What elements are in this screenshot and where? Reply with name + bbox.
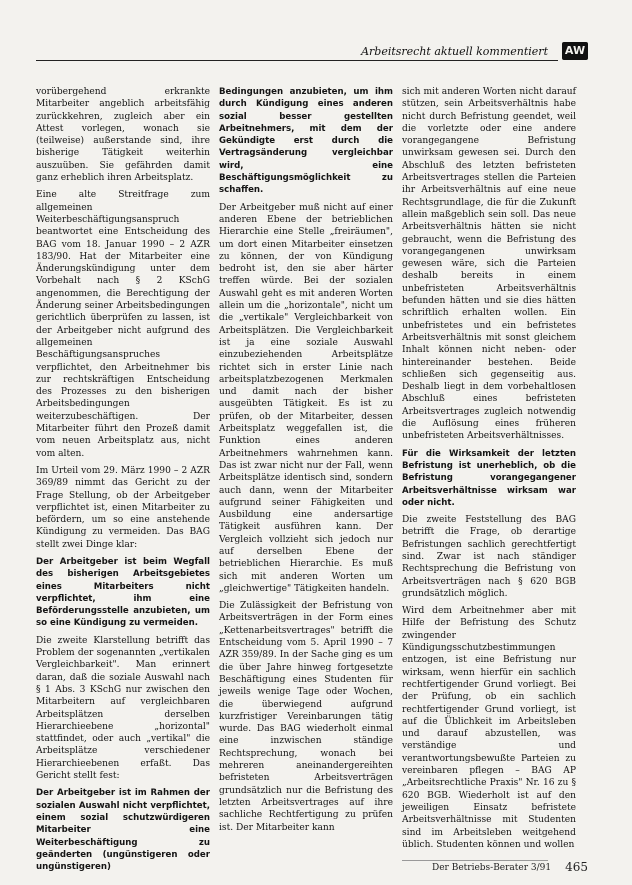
text-column-3 [402,86,576,850]
bold-paragraph: Der Arbeitgeber ist im Rahmen der sozialen Auswahl nicht verpflichtet, einem sozial schutzwürdigeren Mitarbeiter eine Weiterbeschäftigung zu geänderten (ungünstigeren oder ungünstigeren) [36,788,210,873]
running-header [36,42,588,64]
text-column-2 [219,86,393,846]
paragraph: Wird dem Arbeitnehmer aber mit Hilfe der Befristung des Schutz zwingender Kündigungsschutzbestimmungen entzogen, ist eine Befristung nur wirksam, wenn hierfür ein sachlich rechtfertigender Grund vorliegt. Bei der Prüfung, ob ein sachlich rechtfertigender Grund vorliegt, ist auf die Üblichkeit im Arbeitsleben und darauf abzustellen, was verständige und verantwortungsbewußte Parteien zu vereinbaren pflegen – BAG AP „Arbeitsrechtliche Praxis" Nr. 16 zu § 620 BGB. Wiederholt ist auf den jeweiligen Einsatz befristete Arbeitsverhältnisse mit Studenten sind im Arbeitsleben weitgehend üblich. Studenten können und wollen [402,606,576,850]
footer-rule [402,860,548,861]
footer-source: Der Betriebs-Berater 3/91 [432,863,552,873]
paragraph: vorübergehend erkrankte Mitarbeiter angeblich arbeitsfähig zurückkehren, zugleich aber ein Attest vorlegen, wonach sie (teilweise) außerstande sind, ihre bisherige Tätigkeit weiterhin auszuüben. Sie gefährden damit ganz erheblich ihren Arbeitsplatz. [36,87,210,184]
page-number: 465 [565,860,588,874]
header-title: Arbeitsrecht aktuell kommentiert [361,45,548,58]
bold-paragraph: Für die Wirksamkeit der letzten Befristung ist unerheblich, ob die Befristung vorangegangener Arbeitsverhältnisse wirksam war oder nicht. [402,448,576,508]
paragraph: Eine alte Streitfrage zum allgemeinen Weiterbeschäftigungsanspruch beantwortet eine Entscheidung des BAG vom 18. Januar 1990 – 2 AZR 183/90. Hat der Mitarbeiter eine Änderungskündigung unter dem Vorbehalt nach § 2 KSchG angenommen, die Berechtigung der Änderung seiner Arbeitsbedingungen gerichtlich überprüfen zu lassen, ist der Arbeitgeber nicht aufgrund des allgemeinen Beschäftigungsanspruches verpflichtet, den Arbeitnehmer bis zur rechtskräftigen Entscheidung des Prozesses zu den bisherigen Arbeitsbedingungen weiterzubeschäftigen. Der Mitarbeiter führt den Prozeß damit vom neuen Arbeitsplatz aus, nicht vom alten. [36,190,210,459]
paragraph: Die Zulässigkeit der Befristung von Arbeitsverträgen in der Form eines „Kettenarbeitsvertrages" betrifft die Entscheidung vom 5. April 1990 – 7 AZR 359/89. In der Sache ging es um die über Jahre hinweg fortgesetzte Beschäftigung eines Studenten für jeweils wenige Tage oder Wochen, die überwiegend aufgrund kurzfristiger Vereinbarungen tätig wurde. Das BAG wiederholt einmal eine inzwischen ständige Rechtsprechung, wonach bei mehreren aneinandergereihten befristeten Arbeitsverträgen grundsätzlich nur die Befristung des letzten Arbeitsvertrages auf ihre sachliche Rechtfertigung zu prüfen ist. Der Mitarbeiter kann [219,601,393,833]
header-rule [36,60,558,61]
paragraph: Die zweite Klarstellung betrifft das Problem der sogenannten „vertikalen Vergleichbarkeit". Man erinnert daran, daß die soziale Auswahl nach § 1 Abs. 3 KSchG nur zwischen den Mitarbeitern auf vergleichbaren Arbeitsplätzen derselben Hierarchieebene „horizontal" stattfindet, oder auch „vertikal" die Arbeitsplätze verschiedener Hierarchieebenen erfaßt. Das Gericht stellt fest: [36,635,210,782]
paragraph: Der Arbeitgeber muß nicht auf einer anderen Ebene der betrieblichen Hierarchie eine Stelle „freiräumen", um dort einen Mitarbeiter einsetzen zu können, der von Kündigung bedroht ist, den sie aber härter treffen würde. Bei der sozialen Auswahl geht es mit anderen Worten allein um die „horizontale", nicht um die „vertikale" Vergleichbarkeit von Arbeitsplätzen. Die Vergleichbarkeit ist ja eine soziale Auswahl einzubeziehenden Arbeitsplätze richtet sich in erster Linie nach arbeitsplatzbezogenen Merkmalen und damit nach der bisher ausgeübten Tätigkeit. Es ist zu prüfen, ob der Mitarbeiter, dessen Arbeitsplatz weggefallen ist, die Funktion eines anderen Arbeitnehmers wahrnehmen kann. Das ist zwar nicht nur der Fall, wenn Arbeitsplätze identisch sind, sondern auch dann, wenn der Mitarbeiter aufgrund seiner Fähigkeiten und Ausbildung eine andersartige Tätigkeit ausführen kann. Der Vergleich vollzieht sich jedoch nur auf derselben Ebene der betrieblichen Hierarchie. Es muß sich mit anderen Worten um „gleichwertige" Tätigkeiten handeln. [219,202,393,594]
text-column-1 [36,86,210,873]
bold-paragraph: Der Arbeitgeber ist beim Wegfall des bisherigen Arbeitsgebietes eines Mitarbeiters nicht verpflichtet, ihm eine Beförderungsstelle anzubieten, um so eine Kündigung zu vermeiden. [36,556,210,629]
paragraph: Im Urteil vom 29. März 1990 – 2 AZR 369/89 nimmt das Gericht zu der Frage Stellung, ob der Arbeitgeber verpflichtet ist, einen Mitarbeiter zu befördern, um so eine anstehende Kündigung zu vermeiden. Das BAG stellt zwei Dinge klar: [36,465,210,550]
publisher-logo: AW [562,42,588,60]
paragraph: Die zweite Feststellung des BAG betrifft die Frage, ob derartige Befristungen sachlich gerechtfertigt sind. Zwar ist nach ständiger Rechtsprechung die Befristung von Arbeitsverträgen nach § 620 BGB grundsätzlich möglich. [402,515,576,599]
paragraph: sich mit anderen Worten nicht darauf stützen, sein Arbeitsverhältnis habe nicht durch Befristung geendet, weil die vorletzte oder eine andere vorangegangene Befristung unwirksam gewesen sei. Durch den Abschluß des letzten befristeten Arbeitsvertrages stellen die Parteien ihr Arbeitsverhältnis auf eine neue Rechtsgrundlage, die für die Zukunft allein maßgeblich sein soll. Das neue Arbeitsverhältnis hätten sie nicht gebraucht, wenn die Befristung des vorangegangenen unwirksam gewesen wäre, sich die Parteien deshalb bereits in einem unbefristeten Arbeitsverhältnis befunden hätten und sie dies hätten schriftlich erhalten wollen. Ein unbefristetes und ein befristetes Arbeitsverhältnis mit sonst gleichem Inhalt können nicht neben- oder hintereinander bestehen. Beide schließen sich gegenseitig aus. Deshalb liegt in dem vorbehaltlosen Abschluß eines befristeten Arbeitsvertrages zugleich notwendig die Auflösung eines früheren unbefristeten Arbeitsverhältnisses. [402,87,576,442]
page-footer [402,860,588,876]
bold-paragraph: Bedingungen anzubieten, um ihm durch Kündigung eines anderen sozial besser gestellten Arbeitnehmers, mit dem der Gekündigte erst durch die Vertragsänderung vergleichbar wird, eine Beschäftigungsmöglichkeit zu schaffen. [219,87,393,196]
